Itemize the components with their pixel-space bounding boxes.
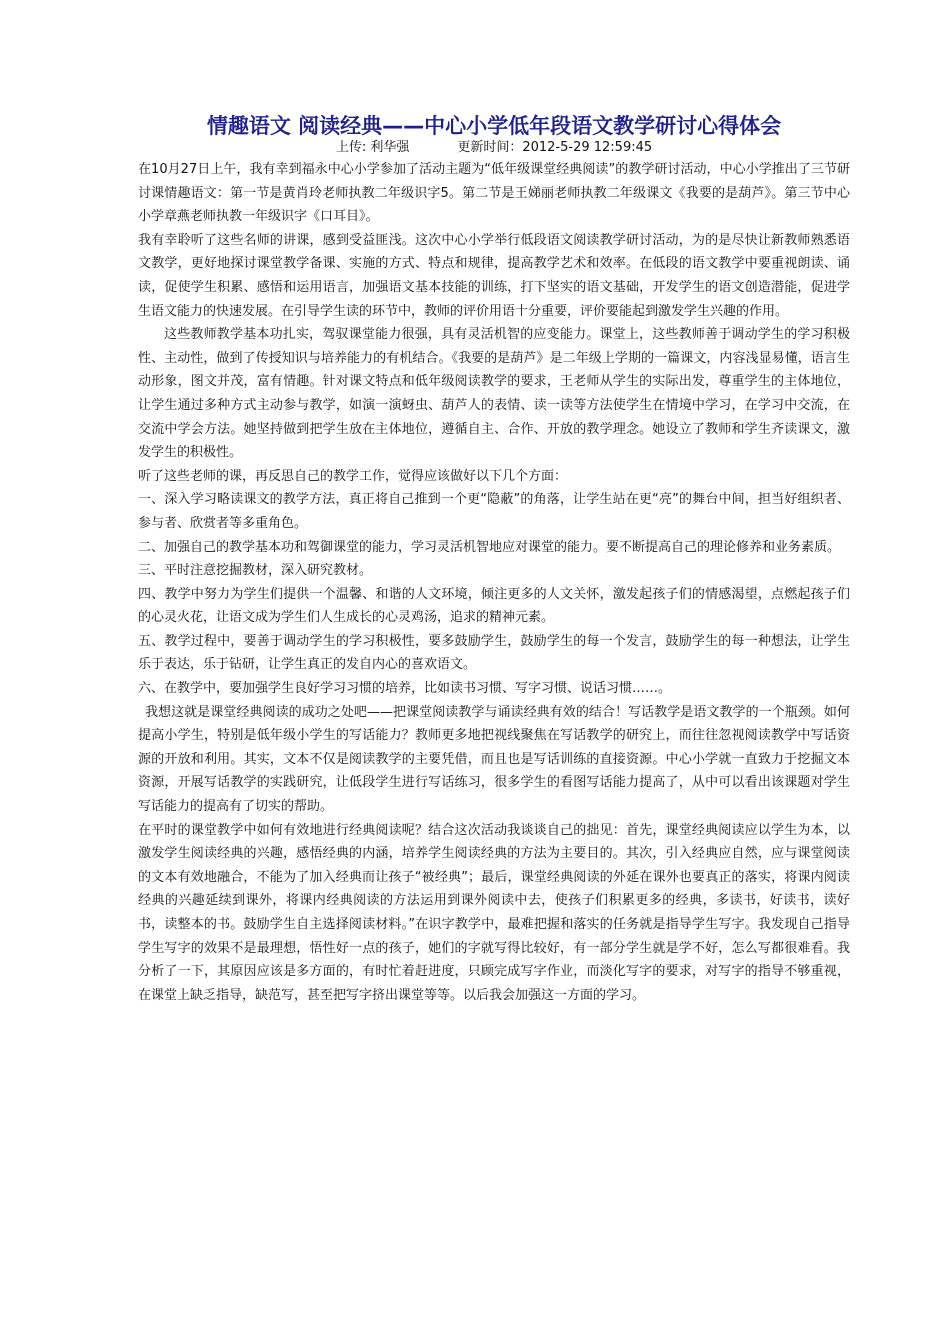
paragraph-intro: 在10月27日上午，我有幸到福永中心小学参加了活动主题为“低年级课堂经典阅读”的教学研讨活动，中心小学推出了三节研讨课情趣语文：第一节是黄肖玲老师执教二年级识字5。第二节是王娣丽老师执教二年级课文《我要的是葫芦》。第三节中心小学章燕老师执教一年级识字《口耳目》。 — [138, 162, 850, 225]
list-item-4: 四、教学中努力为学生们提供一个温馨、和谐的人文环境，倾注更多的人文关怀，激发起孩子们的情感渴望，点燃起孩子们的心灵火花，让语文成为学生们人生成长的心灵鸡汤，追求的精神元素。 — [138, 586, 850, 626]
list-item-3: 三、平时注意挖掘教材，深入研究教材。 — [138, 563, 373, 579]
uploader-label: 上传: 利华强 — [335, 140, 410, 155]
document-page — [138, 112, 850, 1007]
paragraph-impression: 我有幸聆听了这些名师的讲课，感到受益匪浅。这次中心小学举行低段语文阅读教学研讨活动，为的是尽快让新教师熟悉语文教学，更好地探讨课堂教学备课、实施的方式、特点和规律，提高教学艺术和效率。在低段的语文教学中要重视朗读、诵读，促使学生积累、感悟和运用语言，加强语文基本技能的训练，打下坚实的语文基础，开发学生的语文创造潜能，促进学生语文能力的快速发展。在引导学生读的环节中，教师的评价用语十分重要，评价要能起到激发学生兴趣的作用。 — [138, 232, 850, 319]
list-item-1: 一、深入学习略读课文的教学方法，真正将自己推到一个更“隐蔽”的角落，让学生站在更“亮”的舞台中间，担当好组织者、参与者、欣赏者等多重角色。 — [138, 492, 850, 531]
paragraph-classic-reading: 在平时的课堂教学中如何有效地进行经典阅读呢？结合这次活动我谈谈自己的拙见：首先，课堂经典阅读应以学生为本，以激发学生阅读经典的兴趣，感悟经典的内涵，培养学生阅读经典的方法为主要目的。其次，引入经典应自然，应与课堂阅读的文本有效地融合，不能为了加入经典而让孩子“被经典”；最后，课堂经典阅读的外延在课外也要真正的落实，将课内阅读经典的兴趣延续到课外，将课内经典阅读的方法运用到课外阅读中去，使孩子们积累更多的经典，多读书，好读书，读好书，读整本的书。鼓励学生自主选择阅读材料。”在识字教学中，最难把握和落实的任务就是指导学生写字。我发现自己指导学生写字的效果不是最理想，悟性好一点的孩子，她们的字就写得比较好，有一部分学生就是学不好，怎么写都很难看。我分析了一下，其原因应该是多方面的，有时忙着赶进度，只顾完成写字作业，而淡化写字的要求，对写字的指导不够重视，在课堂上缺乏指导，缺范写，甚至把写字挤出课堂等等。以后我会加强这一方面的学习。 — [138, 822, 850, 1003]
list-item-2: 二、加强自己的教学基本功和驾御课堂的能力，学习灵活机智地应对课堂的能力。要不断提高自己的理论修养和业务素质。 — [138, 539, 841, 555]
list-item-6: 六、在教学中，要加强学生良好学习习惯的培养，比如读书习惯、写字习惯、说话习惯……。 — [138, 681, 672, 697]
document-meta — [138, 140, 850, 156]
document-title: 情趣语文 阅读经典——中心小学低年段语文教学研讨心得体会 — [206, 114, 782, 138]
paragraph-reflection: 听了这些老师的课，再反思自己的教学工作，觉得应该做好以下几个方面： — [138, 468, 568, 484]
paragraph-teachers: 这些教师教学基本功扎实，驾驭课堂能力很强，具有灵活机智的应变能力。课堂上，这些教师善于调动学生的学习积极性、主动性，做到了传授知识与培养能力的有机结合。《我要的是葫芦》是二年级上学期的一篇课文，内容浅显易懂，语言生动形象，图文并茂，富有情趣。针对课文特点和低年级阅读教学的要求，王老师从学生的实际出发，尊重学生的主体地位，让学生通过多种方式主动参与教学，如演一演蚜虫、葫芦人的表情、读一读等方法使学生在情境中学习，在学习中交流，在交流中学会方法。她坚持做到把学生放在主体地位，遵循自主、合作、开放的教学理念。她设立了教师和学生齐读课文，激发学生的积极性。 — [138, 327, 850, 461]
update-time: 更新时间：2012-5-29 12:59:45 — [457, 140, 653, 155]
list-item-5: 五、教学过程中，要善于调动学生的学习积极性，要多鼓励学生，鼓励学生的每一个发言，鼓励学生的每一种想法，让学生乐于表达，乐于钻研，让学生真正的发自内心的喜欢语文。 — [138, 633, 850, 673]
paragraph-writing: 我想这就是课堂经典阅读的成功之处吧——把课堂阅读教学与诵读经典有效的结合！写话教学是语文教学的一个瓶颈。如何提高小学生，特别是低年级小学生的写话能力？教师更多地把视线聚焦在写话教学的研究上，而往往忽视阅读教学中写话资源的开放和利用。其实，文本不仅是阅读教学的主要凭借，而且也是写话训练的直接资源。中心小学就一直致力于挖掘文本资源，开展写话教学的实践研究，让低段学生进行写话练习，很多学生的看图写话能力提高了，从中可以看出该课题对学生写话能力的提高有了切实的帮助。 — [138, 704, 850, 815]
